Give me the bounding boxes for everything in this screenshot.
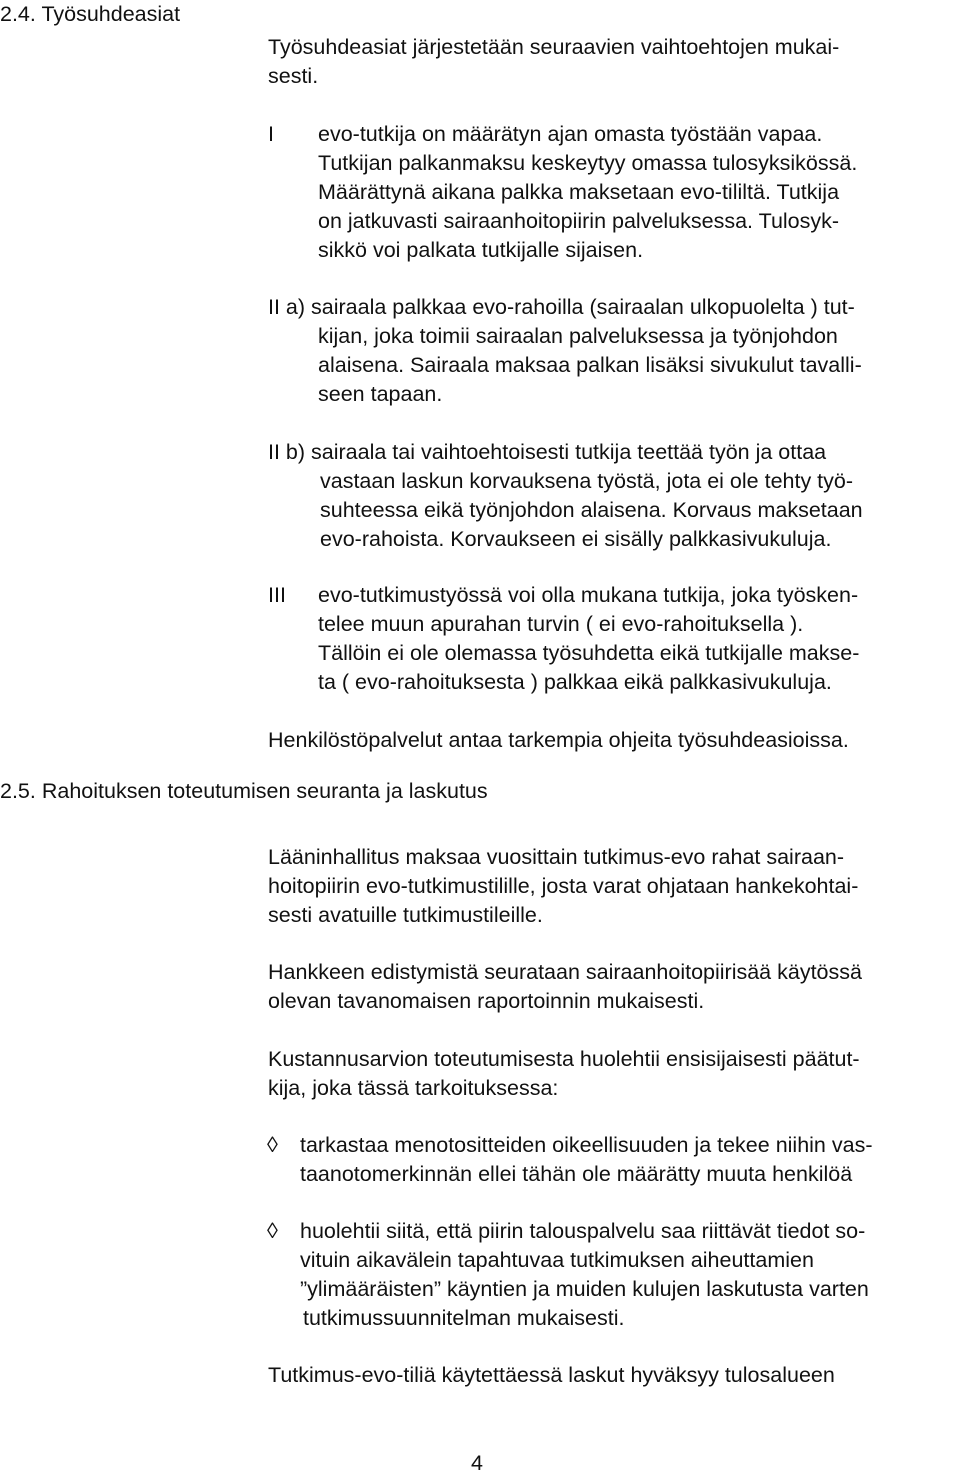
bullet-text-line: vituin aikavälein tapahtuvaa tutkimuksen aiheuttamien: [300, 1248, 814, 1272]
closing-line: Henkilöstöpalvelut antaa tarkempia ohjeita työsuhdeasioissa.: [268, 728, 849, 752]
option-text-line: ta ( evo-rahoituksesta ) palkkaa eikä palkkasivukuluja.: [318, 670, 832, 694]
intro-line: Työsuhdeasiat järjestetään seuraavien vaihtoehtojen mukai-: [268, 35, 840, 59]
option-text-line: Tällöin ei ole olemassa työsuhdetta eikä tutkijalle makse-: [318, 641, 860, 665]
paragraph-line: olevan tavanomaisen raportoinnin mukaisesti.: [268, 989, 705, 1013]
bullet-text-line: ”ylimääräisten” käyntien ja muiden kulujen laskutusta varten: [300, 1277, 869, 1301]
bullet-text-line: tutkimussuunnitelman mukaisesti.: [303, 1306, 625, 1330]
paragraph-line: Hankkeen edistymistä seurataan sairaanhoitopiirisää käytössä: [268, 960, 862, 984]
option-text-line: alaisena. Sairaala maksaa palkan lisäksi sivukulut tavalli-: [318, 353, 862, 377]
paragraph-line: sesti avatuille tutkimustileille.: [268, 903, 543, 927]
paragraph-line: kija, joka tässä tarkoituksessa:: [268, 1076, 559, 1100]
option-text-line: evo-rahoista. Korvaukseen ei sisälly palkkasivukuluja.: [320, 527, 832, 551]
intro-line: sesti.: [268, 64, 319, 88]
paragraph-line: Lääninhallitus maksaa vuosittain tutkimus-evo rahat sairaan-: [268, 845, 845, 869]
diamond-bullet-icon: ◊: [267, 1218, 278, 1243]
bullet-text-line: taanotomerkinnän ellei tähän ole määrätty muuta henkilöä: [300, 1162, 853, 1186]
option-text-line: evo-tutkimustyössä voi olla mukana tutkija, joka työsken-: [318, 583, 859, 607]
bullet-text-line: huolehtii siitä, että piirin talouspalvelu saa riittävät tiedot so-: [300, 1219, 866, 1243]
option-text-line: suhteessa eikä työnjohdon alaisena. Korvaus maksetaan: [320, 498, 863, 522]
option-label: I: [268, 122, 274, 146]
option-text-line: vastaan laskun korvauksena työstä, jota ei ole tehty työ-: [320, 469, 854, 493]
paragraph-line: Tutkimus-evo-tiliä käytettäessä laskut hyväksyy tulosalueen: [268, 1363, 835, 1387]
bullet-text-line: tarkastaa menotositteiden oikeellisuuden ja tekee niihin vas-: [300, 1133, 873, 1157]
paragraph-line: Kustannusarvion toteutumisesta huolehtii ensisijaisesti päätut-: [268, 1047, 860, 1071]
option-text-line: Määrättynä aikana palkka maksetaan evo-tililtä. Tutkija: [318, 180, 840, 204]
option-text-line: seen tapaan.: [318, 382, 443, 406]
page-number: 4: [471, 1451, 483, 1475]
option-text-line: on jatkuvasti sairaanhoitopiirin palveluksessa. Tulosyk-: [318, 209, 840, 233]
option-text-line: kijan, joka toimii sairaalan palveluksessa ja työnjohdon: [318, 324, 838, 348]
option-label: III: [268, 583, 286, 607]
option-text-line: telee muun apurahan turvin ( ei evo-rahoituksella ).: [318, 612, 804, 636]
paragraph-line: hoitopiirin evo-tutkimustilille, josta varat ohjataan hankekohtai-: [268, 874, 859, 898]
option-first-line: II a) sairaala palkkaa evo-rahoilla (sairaalan ulkopuolelta ) tut-: [268, 295, 855, 319]
section-heading: 2.4. Työsuhdeasiat: [0, 2, 181, 26]
section-heading: 2.5. Rahoituksen toteutumisen seuranta ja laskutus: [0, 779, 488, 803]
option-first-line: II b) sairaala tai vaihtoehtoisesti tutkija teettää työn ja ottaa: [268, 440, 827, 464]
option-text-line: evo-tutkija on määrätyn ajan omasta työstään vapaa.: [318, 122, 823, 146]
option-text-line: Tutkijan palkanmaksu keskeytyy omassa tulosyksikössä.: [318, 151, 858, 175]
option-text-line: sikkö voi palkata tutkijalle sijaisen.: [318, 238, 644, 262]
diamond-bullet-icon: ◊: [267, 1132, 278, 1157]
